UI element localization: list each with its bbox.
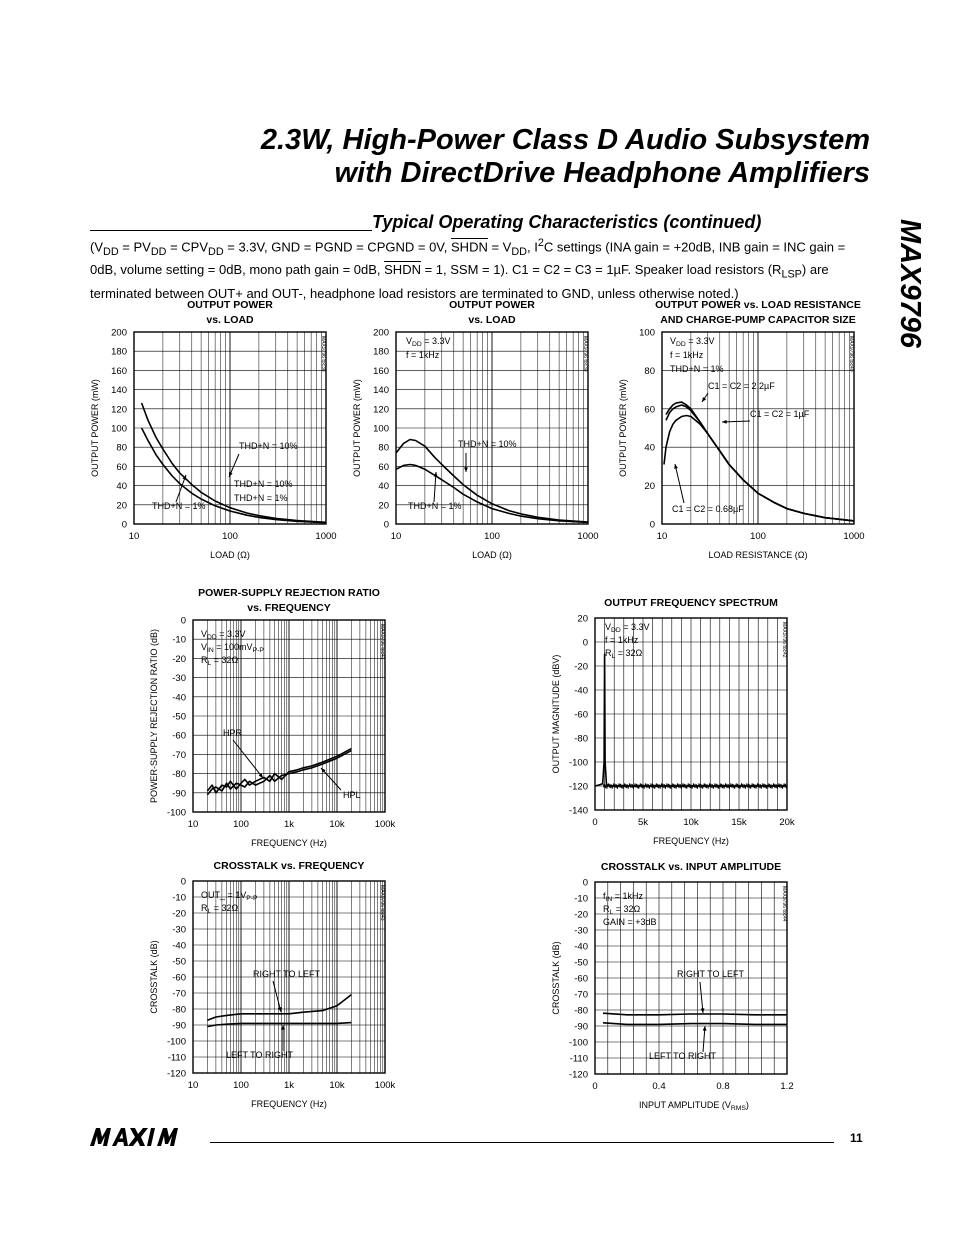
chart-grid xyxy=(595,618,787,810)
chart-toc38 xyxy=(90,295,350,585)
x-tick-label: 100 xyxy=(222,531,238,542)
chart-code: MAX9796 toc41 xyxy=(379,624,385,660)
condition-label-part: V xyxy=(406,336,413,346)
y-tick-label: 180 xyxy=(111,346,127,358)
x-axis-label: LOAD (Ω) xyxy=(472,550,512,560)
y-tick-label: -40 xyxy=(172,940,186,952)
chart-grid xyxy=(134,332,326,524)
y-tick-label: -50 xyxy=(172,956,186,968)
condition-label-part: V xyxy=(670,336,677,346)
condition-label-part: DD xyxy=(611,627,621,634)
x-axis-label: FREQUENCY (Hz) xyxy=(251,838,327,848)
x-tick-label: 10k xyxy=(329,819,345,830)
chart-code: MAX9796 toc43 xyxy=(379,885,385,921)
x-tick-label: 0.8 xyxy=(716,1081,730,1092)
curve-label: HPL xyxy=(343,790,361,800)
chart-title: OUTPUT POWER xyxy=(449,299,535,311)
y-tick-label: -40 xyxy=(574,685,588,697)
x-tick-label: 1k xyxy=(283,1080,295,1091)
y-tick-label: -90 xyxy=(574,1021,588,1033)
condition-label-part: L xyxy=(207,908,212,915)
curve-label-arrow xyxy=(233,740,263,778)
condition-label-part: V xyxy=(201,629,208,639)
curve-label-arrow xyxy=(273,981,281,1012)
y-tick-label: -60 xyxy=(172,972,186,984)
curve-label: THD+N = 10% xyxy=(458,439,517,449)
condition-label-part: R xyxy=(603,904,610,914)
condition-label-part: f xyxy=(603,891,606,901)
chart-title: CROSSTALK vs. INPUT AMPLITUDE xyxy=(600,861,782,873)
condition-label-part: = 3.3V xyxy=(421,336,451,346)
condition-label xyxy=(670,364,724,374)
y-tick-label: 40 xyxy=(378,481,389,493)
y-tick-label: 60 xyxy=(116,461,127,473)
condition-label-part: THD+N = 1% xyxy=(234,493,288,503)
x-tick-label: 1000 xyxy=(315,531,337,542)
chart-subtitle: vs. LOAD xyxy=(206,314,254,326)
condition-label-part: R xyxy=(201,655,208,665)
part-number-text: MAX9796 xyxy=(894,219,926,348)
chart-toc42 xyxy=(548,594,808,884)
condition-label-part: f = 1kHz xyxy=(670,350,704,360)
y-tick-label: 100 xyxy=(639,327,655,339)
x-axis-label: FREQUENCY (Hz) xyxy=(653,836,729,846)
y-tick-label: -80 xyxy=(172,769,186,781)
arrowhead xyxy=(703,1026,707,1031)
chart-title: CROSSTALK vs. FREQUENCY xyxy=(213,860,365,872)
y-tick-label: -30 xyxy=(172,924,186,936)
x-tick-label: 5k xyxy=(637,817,649,828)
y-tick-label: 140 xyxy=(111,385,127,397)
y-tick-label: 0 xyxy=(383,519,389,531)
x-tick-label: 10 xyxy=(656,531,668,542)
y-tick-label: -110 xyxy=(569,1053,588,1065)
condition-label-part: = 3.3V xyxy=(620,622,650,632)
y-tick-label: 140 xyxy=(373,385,389,397)
condition-label-part: = 1kHz xyxy=(612,891,644,901)
condition-label-part: = 32Ω xyxy=(613,904,641,914)
page-number: 11 xyxy=(850,1131,863,1145)
chart-toc43 xyxy=(145,856,405,1146)
chart-code: MAX9796 toc42 xyxy=(781,622,787,658)
condition-label xyxy=(605,635,639,645)
condition-label-part: IN xyxy=(207,647,214,654)
x-tick-label: 100 xyxy=(233,1080,249,1091)
condition-label xyxy=(201,890,258,902)
y-tick-label: -50 xyxy=(172,711,186,723)
x-axis-label-part: RMS xyxy=(730,1105,746,1112)
condition-label-part: L xyxy=(207,660,212,667)
y-tick-label: -30 xyxy=(172,673,186,685)
footer-rule xyxy=(210,1142,834,1143)
maxim-logo xyxy=(88,1126,203,1148)
chart-code: MAX9796 toc40 xyxy=(848,336,854,372)
condition-label-part: THD+N = 1% xyxy=(670,364,724,374)
y-tick-label: 80 xyxy=(378,442,389,454)
x-axis-label-part: ) xyxy=(745,1100,749,1110)
y-tick-label: 20 xyxy=(644,481,655,493)
x-axis-label-part: V xyxy=(724,1100,731,1110)
chart-toc39 xyxy=(352,295,612,585)
curve-label: C1 = C2 = 1µF xyxy=(750,409,810,419)
condition-label-part: = 3.3V xyxy=(216,629,246,639)
side-part-number xyxy=(885,214,945,384)
condition-label-part: GAIN = +3dB xyxy=(603,917,657,927)
condition-label xyxy=(603,917,657,927)
y-tick-label: 20 xyxy=(577,613,588,625)
y-tick-label: -90 xyxy=(172,788,186,800)
x-tick-label: 10k xyxy=(329,1080,345,1091)
y-tick-label: 100 xyxy=(373,423,389,435)
chart-grid xyxy=(396,332,588,524)
y-tick-label: -20 xyxy=(574,661,588,673)
series-line xyxy=(603,1023,787,1025)
x-tick-label: 100 xyxy=(233,819,249,830)
condition-label-part: = 32Ω xyxy=(211,655,239,665)
arrowhead xyxy=(722,420,727,424)
chart-title: OUTPUT FREQUENCY SPECTRUM xyxy=(604,597,778,609)
x-tick-label: 10k xyxy=(683,817,699,828)
condition-label-part: P-P xyxy=(246,895,258,902)
condition-label-part: V xyxy=(240,890,247,900)
y-tick-label: -70 xyxy=(574,989,588,1001)
y-tick-label: 0 xyxy=(180,876,186,888)
y-tick-label: -100 xyxy=(568,1037,588,1049)
y-tick-label: -20 xyxy=(574,909,588,921)
test-conditions: ($V_{DD} = PV_{DD} = CPV_{DD} = 3.3V$, GND = PGND = CPGND = 0V, SHDN = $V_{DD}$, $I^2C$ settings (INA gain = +20dB, INB gain = INC gain = 0dB, volume setting = 0dB, mono path gain = 0dB, SHDN = 1, SSM = 1). C1 = C2 = C3 = 1µF. Speaker load resistors $(R_{LSP})$ are terminated between OUT+ and OUT-, headphone load resistors are terminated to GND, unless otherwise noted.) xyxy=(90,237,846,301)
x-axis-label xyxy=(639,1100,749,1112)
condition-label-part: DD xyxy=(676,341,686,348)
y-tick-label: -30 xyxy=(574,925,588,937)
x-tick-label: 100 xyxy=(750,531,766,542)
curve-label: C1 = C2 = 0.68µF xyxy=(672,504,744,514)
x-tick-label: 20k xyxy=(779,817,795,828)
condition-label-part: = 3.3V xyxy=(685,336,715,346)
y-tick-label: -80 xyxy=(172,1004,186,1016)
y-tick-label: -140 xyxy=(568,805,588,817)
condition-label xyxy=(234,479,293,489)
x-tick-label: 0 xyxy=(592,1081,598,1092)
y-tick-label: -20 xyxy=(172,908,186,920)
y-tick-label: 20 xyxy=(378,500,389,512)
y-tick-label: 160 xyxy=(111,365,127,377)
y-tick-label: 200 xyxy=(111,327,127,339)
condition-label xyxy=(406,336,451,348)
y-tick-label: -40 xyxy=(172,692,186,704)
y-tick-label: -10 xyxy=(172,892,186,904)
curve-label: THD+N = 1% xyxy=(152,501,206,511)
x-tick-label: 1k xyxy=(283,819,295,830)
condition-label-part: R xyxy=(605,648,612,658)
y-tick-label: -100 xyxy=(166,807,186,819)
y-tick-label: -10 xyxy=(574,893,588,905)
condition-label-part: OUT_ = 1 xyxy=(201,890,241,900)
y-tick-label: -60 xyxy=(574,973,588,985)
y-tick-label: 0 xyxy=(582,637,588,649)
noise-trace xyxy=(603,783,787,789)
curve-label-arrow xyxy=(700,982,703,1013)
condition-label-part: V xyxy=(246,642,253,652)
chart-toc44 xyxy=(548,858,808,1148)
condition-label-part: DD xyxy=(207,634,217,641)
chart-code: MAX9796 toc38 xyxy=(320,336,326,372)
y-axis-label: OUTPUT POWER (mW) xyxy=(618,379,628,477)
y-tick-label: 20 xyxy=(116,500,127,512)
noise-floor xyxy=(603,783,787,789)
x-tick-label: 100k xyxy=(374,819,396,830)
x-tick-label: 1000 xyxy=(577,531,599,542)
chart-title: POWER-SUPPLY REJECTION RATIO xyxy=(198,587,380,599)
condition-label-part: V xyxy=(201,642,208,652)
y-axis-label: POWER-SUPPLY REJECTION RATIO (dB) xyxy=(149,628,159,804)
condition-label-part: DD xyxy=(412,341,422,348)
y-tick-label: -80 xyxy=(574,733,588,745)
y-tick-label: -50 xyxy=(574,957,588,969)
y-tick-label: 0 xyxy=(121,519,127,531)
arrowhead xyxy=(464,467,468,472)
x-axis-label-part: INPUT AMPLITUDE ( xyxy=(639,1100,725,1110)
y-tick-label: 60 xyxy=(644,404,655,416)
y-tick-label: 0 xyxy=(180,615,186,627)
y-tick-label: 40 xyxy=(116,481,127,493)
y-tick-label: -90 xyxy=(172,1020,186,1032)
x-axis-label: FREQUENCY (Hz) xyxy=(251,1099,327,1109)
condition-label-part: V xyxy=(605,622,612,632)
chart-subtitle: vs. FREQUENCY xyxy=(247,602,331,614)
condition-label-part: L xyxy=(609,909,614,916)
curve-label: RIGHT TO LEFT xyxy=(253,969,321,979)
y-tick-label: 0 xyxy=(649,519,655,531)
section-heading: Typical Operating Characteristics (continued) xyxy=(372,212,762,232)
condition-label-part: = 32Ω xyxy=(615,648,643,658)
y-tick-label: 40 xyxy=(644,442,655,454)
y-tick-label: 120 xyxy=(373,404,389,416)
y-tick-label: -60 xyxy=(172,730,186,742)
x-tick-label: 0 xyxy=(592,817,598,828)
page-title xyxy=(120,124,870,190)
y-tick-label: 80 xyxy=(116,442,127,454)
condition-label-part: R xyxy=(201,903,208,913)
chart-code: MAX9796 toc39 xyxy=(582,336,588,372)
curve-label: LEFT TO RIGHT xyxy=(649,1051,717,1061)
curve-label: THD+N = 1% xyxy=(408,501,462,511)
condition-label-part: P-P xyxy=(252,647,264,654)
heading-rule xyxy=(90,230,372,231)
y-tick-label: 80 xyxy=(644,365,655,377)
condition-label-part: f = 1kHz xyxy=(605,635,639,645)
y-tick-label: -100 xyxy=(166,1036,186,1048)
y-tick-label: -40 xyxy=(574,941,588,953)
y-tick-label: 160 xyxy=(373,365,389,377)
chart-title: OUTPUT POWER vs. LOAD RESISTANCE xyxy=(655,299,861,311)
y-tick-label: 200 xyxy=(373,327,389,339)
y-tick-label: -70 xyxy=(172,749,186,761)
title-line-2: with DirectDrive Headphone Amplifiers xyxy=(334,157,870,189)
y-tick-label: 60 xyxy=(378,461,389,473)
condition-label-part: IN xyxy=(605,896,613,903)
y-axis-label: OUTPUT MAGNITUDE (dBV) xyxy=(551,654,561,774)
x-tick-label: 15k xyxy=(731,817,747,828)
curve-label: THD+N = 10% xyxy=(239,441,298,451)
curve-label-arrow xyxy=(675,464,684,503)
x-tick-label: 1.2 xyxy=(780,1081,794,1092)
condition-label-part: = 32Ω xyxy=(211,903,239,913)
condition-label xyxy=(670,350,704,360)
x-tick-label: 0.4 xyxy=(652,1081,666,1092)
condition-label xyxy=(201,642,264,654)
y-tick-label: -120 xyxy=(568,1069,588,1081)
y-tick-label: 100 xyxy=(111,423,127,435)
y-tick-label: -10 xyxy=(172,634,186,646)
y-tick-label: 180 xyxy=(373,346,389,358)
y-axis-label: CROSSTALK (dB) xyxy=(551,941,561,1015)
title-line-1: 2.3W, High-Power Class D Audio Subsystem xyxy=(260,124,870,156)
x-tick-label: 10 xyxy=(128,531,140,542)
y-tick-label: 120 xyxy=(111,404,127,416)
chart-toc41 xyxy=(145,580,405,870)
y-tick-label: -110 xyxy=(167,1052,186,1064)
y-tick-label: -100 xyxy=(568,757,588,769)
x-axis-label: LOAD (Ω) xyxy=(210,550,250,560)
y-tick-label: -80 xyxy=(574,1005,588,1017)
condition-label-part: = 100m xyxy=(213,642,247,652)
curve-label: HPR xyxy=(223,728,243,738)
x-tick-label: 100k xyxy=(374,1080,396,1091)
y-tick-label: -60 xyxy=(574,709,588,721)
y-axis-label: OUTPUT POWER (mW) xyxy=(90,379,100,477)
chart-subtitle: AND CHARGE-PUMP CAPACITOR SIZE xyxy=(660,314,856,326)
y-tick-label: -120 xyxy=(568,781,588,793)
condition-label xyxy=(234,493,288,503)
x-tick-label: 10 xyxy=(187,819,199,830)
x-tick-label: 1000 xyxy=(843,531,865,542)
chart-title: OUTPUT POWER xyxy=(187,299,273,311)
condition-label xyxy=(406,350,440,360)
x-tick-label: 100 xyxy=(484,531,500,542)
chart-code: MAX9796 toc44 xyxy=(781,886,787,922)
chart-subtitle: vs. LOAD xyxy=(468,314,516,326)
condition-label-part: THD+N = 10% xyxy=(234,479,293,489)
curve-label: C1 = C2 = 2.2µF xyxy=(708,381,775,391)
curve-label: RIGHT TO LEFT xyxy=(677,969,745,979)
series-line xyxy=(603,1013,787,1015)
y-axis-label: CROSSTALK (dB) xyxy=(149,940,159,1014)
x-tick-label: 10 xyxy=(187,1080,199,1091)
condition-label xyxy=(603,891,644,903)
condition-label xyxy=(201,655,239,667)
arrowhead xyxy=(702,397,706,402)
x-axis-label: LOAD RESISTANCE (Ω) xyxy=(708,550,808,560)
y-axis-label: OUTPUT POWER (mW) xyxy=(352,379,362,477)
condition-label-part: L xyxy=(611,653,616,660)
y-tick-label: 0 xyxy=(582,877,588,889)
x-tick-label: 10 xyxy=(390,531,402,542)
y-tick-label: -20 xyxy=(172,653,186,665)
curve-label: LEFT TO RIGHT xyxy=(226,1050,294,1060)
y-tick-label: -120 xyxy=(166,1068,186,1080)
condition-label-part: f = 1kHz xyxy=(406,350,440,360)
chart-grid xyxy=(662,332,854,524)
y-tick-label: -70 xyxy=(172,988,186,1000)
chart-toc40 xyxy=(614,295,874,585)
